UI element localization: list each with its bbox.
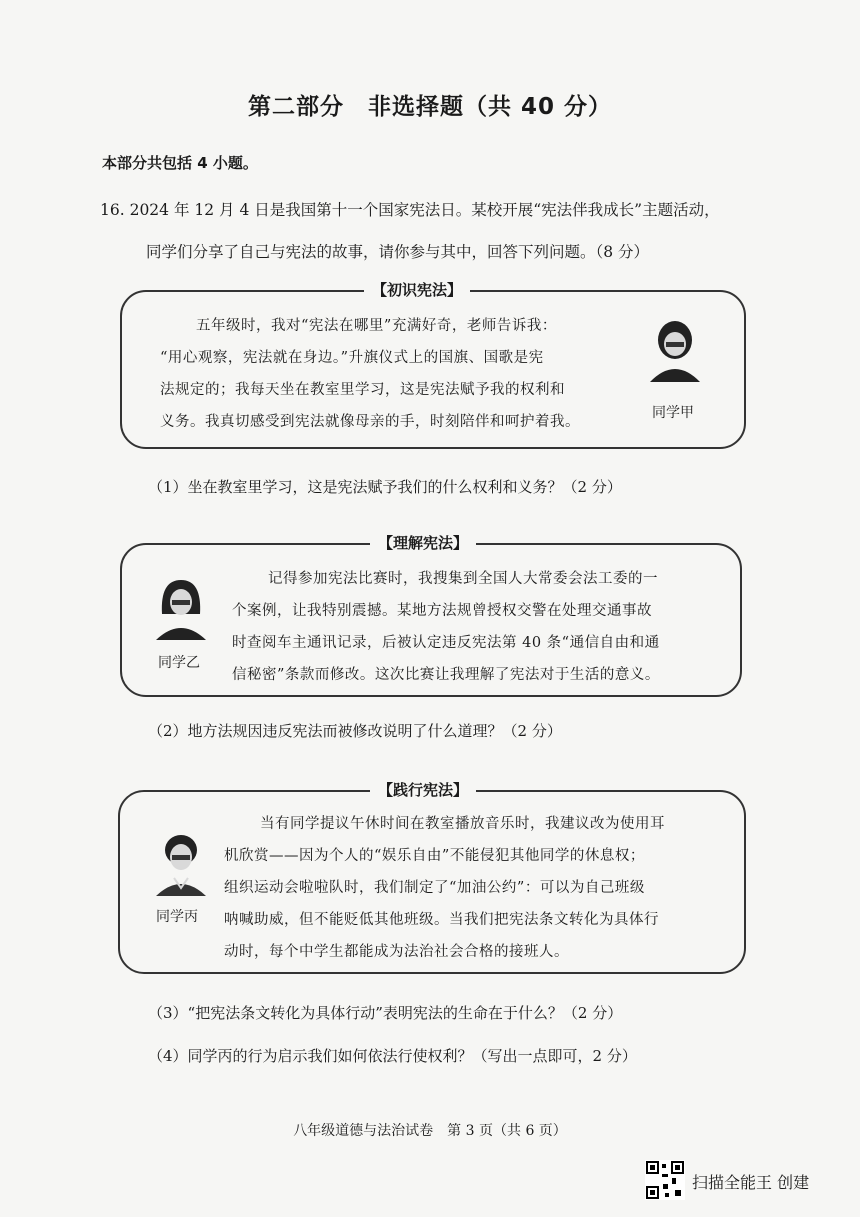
section-heading-1: 【初识宪法】 (364, 279, 470, 300)
story-line: 当有同学提议午休时间在教室播放音乐时，我建议改为使用耳 (260, 816, 665, 832)
story-text-1 (160, 310, 630, 438)
question-4: （4）同学丙的行为启示我们如何依法行使权利？（写出一点即可，2 分） (148, 1047, 637, 1065)
question-3: （3）“把宪法条文转化为具体行动”表明宪法的生命在于什么？（2 分） (148, 1004, 623, 1022)
story-text-3 (224, 808, 714, 968)
scanner-watermark: 扫描全能王 创建 (692, 1173, 810, 1192)
student-b-label: 同学乙 (158, 655, 200, 671)
story-line: 义务。我真切感受到宪法就像母亲的手，时刻陪伴和呵护着我。 (160, 414, 580, 430)
story-line: 个案例，让我特别震撼。某地方法规曾授权交警在处理交通事故 (232, 603, 652, 619)
story-line: 组织运动会啦啦队时，我们制定了“加油公约”：可以为自己班级 (224, 880, 645, 896)
section-title: 第二部分 非选择题（共 40 分） (247, 94, 613, 120)
question-2: （2）地方法规因违反宪法而被修改说明了什么道理？（2 分） (148, 722, 562, 740)
question-16-stem-line2: 同学们分享了自己与宪法的故事，请你参与其中，回答下列问题。（8 分） (146, 243, 650, 261)
story-line: 信秘密”条款而修改。这次比赛让我理解了宪法对于生活的意义。 (232, 667, 660, 683)
section-heading-3: 【践行宪法】 (370, 779, 476, 800)
story-line: “用心观察，宪法就在身边。”升旗仪式上的国旗、国歌是宪 (160, 350, 544, 366)
student-c-avatar-icon (150, 830, 212, 896)
story-line: 记得参加宪法比赛时，我搜集到全国人大常委会法工委的一 (268, 571, 658, 587)
story-line: 机欣赏——因为个人的“娱乐自由”不能侵犯其他同学的休息权； (224, 848, 645, 864)
section-intro: 本部分共包括 4 小题。 (102, 154, 258, 172)
story-line: 法规定的；我每天坐在教室里学习，这是宪法赋予我的权利和 (160, 382, 565, 398)
question-16-stem-line1: 16. 2024 年 12 月 4 日是我国第十一个国家宪法日。某校开展“宪法伴我成长”主题活动， (100, 201, 720, 219)
story-line: 动时，每个中学生都能成为法治社会合格的接班人。 (224, 944, 569, 960)
student-a-avatar-icon (644, 316, 706, 382)
student-a-label: 同学甲 (652, 405, 694, 421)
story-line: 时查阅车主通讯记录，后被认定违反宪法第 40 条“通信自由和通 (232, 635, 660, 651)
page-footer: 八年级道德与法治试卷 第 3 页（共 6 页） (293, 1123, 567, 1139)
qr-code-icon (645, 1160, 685, 1200)
student-c-label: 同学丙 (156, 909, 198, 925)
question-1: （1）坐在教室里学习，这是宪法赋予我们的什么权利和义务？（2 分） (148, 478, 622, 496)
section-heading-2: 【理解宪法】 (370, 532, 476, 553)
story-line: 呐喊助威，但不能贬低其他班级。当我们把宪法条文转化为具体行 (224, 912, 659, 928)
story-text-2 (232, 563, 712, 691)
student-b-avatar-icon (150, 574, 212, 640)
story-line: 五年级时，我对“宪法在哪里”充满好奇，老师告诉我： (196, 318, 557, 334)
